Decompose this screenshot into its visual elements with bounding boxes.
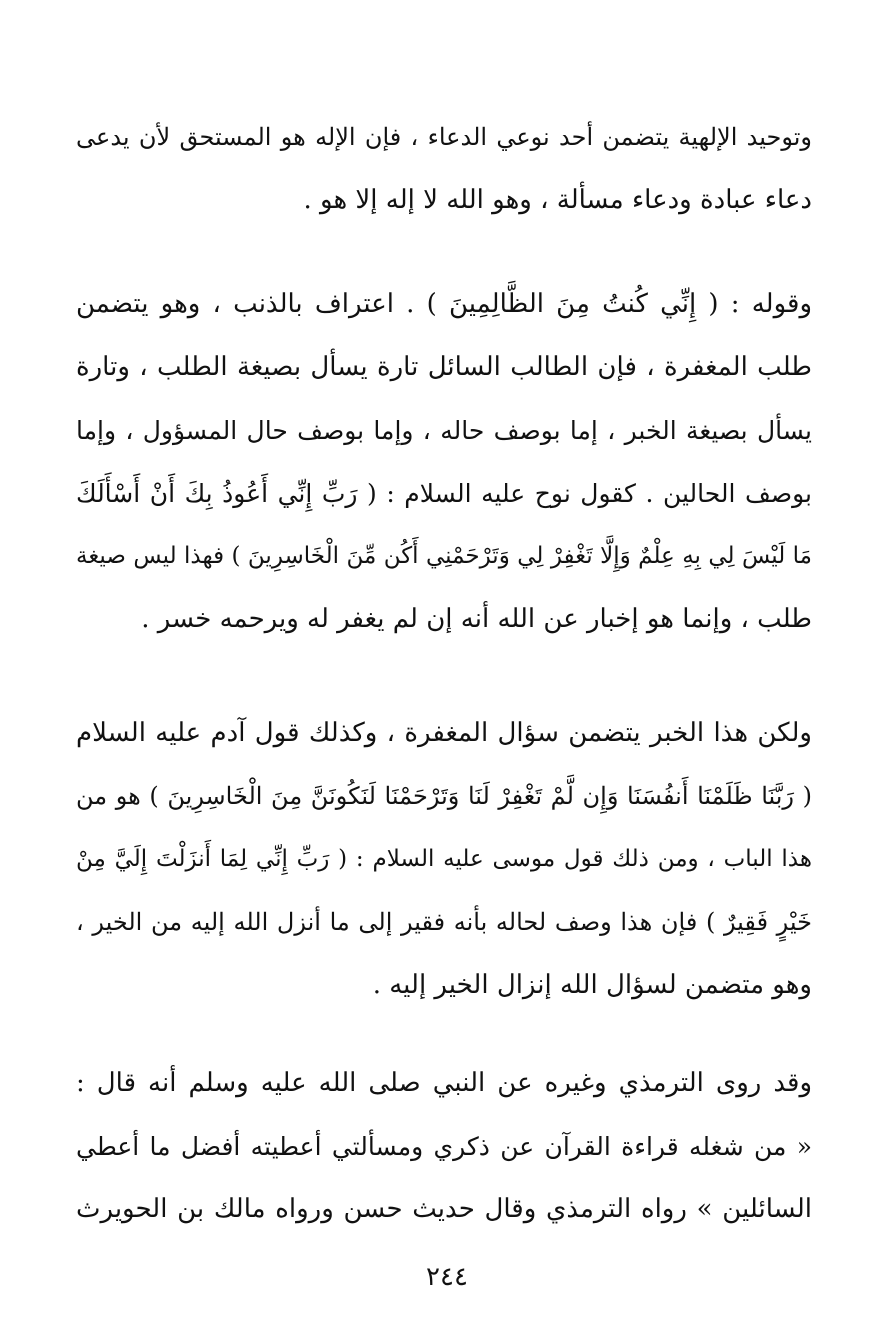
text-line: طلب المغفرة ، فإن الطالب السائل تارة يسأل بصيغة الطلب ، وتارة [76,352,812,382]
text-line: وقد روى الترمذي وغيره عن النبي صلى الله عليه وسلم أنه قال : [76,1068,812,1098]
text-line: السائلين » رواه الترمذي وقال حديث حسن ورواه مالك بن الحويرث [76,1194,812,1224]
text-line: خَيْرٍ فَقِيرٌ ) فإن هذا وصف لحاله بأنه فقير إلى ما أنزل الله إليه من الخير ، [76,908,812,936]
page-number: ٢٤٤ [426,1262,468,1292]
paragraph-3 [76,702,812,1017]
text-line: دعاء عبادة ودعاء مسألة ، وهو الله لا إله إلا هو . [303,185,812,215]
text-line: وهو متضمن لسؤال الله إنزال الخير إليه . [372,970,812,1000]
text-line: ولكن هذا الخبر يتضمن سؤال المغفرة ، وكذلك قول آدم عليه السلام [76,718,812,748]
text-line: طلب ، وإنما هو إخبار عن الله أنه إن لم يغفر له ويرحمه خسر . [141,604,812,634]
paragraph-1 [76,106,812,232]
text-line: وقوله : ( إِنِّي كُنتُ مِنَ الظَّالِمِينَ ) . اعتراف بالذنب ، وهو يتضمن [76,289,812,319]
text-line: وتوحيد الإلهية يتضمن أحد نوعي الدعاء ، فإن الإله هو المستحق لأن يدعى [76,123,812,151]
text-line: « من شغله قراءة القرآن عن ذكري ومسألتي أعطيته أفضل ما أعطي [76,1132,812,1161]
paragraph-2 [76,273,812,651]
text-line: هذا الباب ، ومن ذلك قول موسى عليه السلام : ( رَبِّ إِنِّي لِمَا أَنزَلْتَ إِلَيَّ مِنْ [76,846,812,872]
text-line: بوصف الحالين . كقول نوح عليه السلام : ( رَبِّ إِنِّي أَعُوذُ بِكَ أَنْ أَسْأَلَكَ [76,479,812,508]
text-line: ( رَبَّنَا ظَلَمْنَا أَنفُسَنَا وَإِن لَّمْ تَغْفِرْ لَنَا وَتَرْحَمْنَا لَنَكُونَنَّ مِنَ الْخَاسِرِينَ ) هو من [76,782,812,810]
text-line: يسأل بصيغة الخبر ، إما بوصف حاله ، وإما بوصف حال المسؤول ، وإما [76,416,812,445]
paragraph-4 [76,1052,812,1241]
text-line: مَا لَيْسَ لِي بِهِ عِلْمٌ وَإِلَّا تَغْفِرْ لِي وَتَرْحَمْنِي أَكُن مِّنَ الْخَاسِرِينَ ) فهذا ليس صيغة [76,543,812,569]
